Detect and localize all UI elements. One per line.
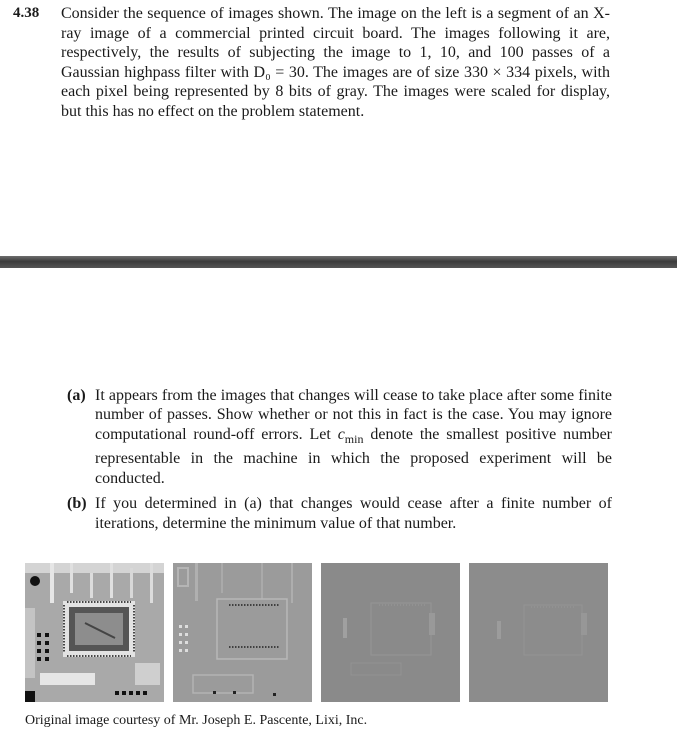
part-b-text: If you determined in (a) that changes would cease after a finite number of iterations, determine the minimum value of that number. (95, 495, 612, 532)
part-a-text-after: denote the smallest positive number representable in the machine in which the proposed experiment will be conducted. (95, 425, 613, 487)
problem-number: 4.38 (13, 5, 40, 21)
filtered-100-passes-image (469, 563, 608, 702)
figure-image-sequence (25, 563, 608, 702)
problem-statement: Consider the sequence of images shown. The image on the left is a segment of an X-ray image of a commercial printed circuit board. The images following it are, respectively, the results of subjecting the image to 1, 10, and 100 passes of a Gaussian highpass filter with D₀ = 30. The images are of size 330 × 334 pixels, with each pixel being represented by 8 bits of gray. The images were scaled for display, but this has no effect on the problem statement. (61, 5, 610, 120)
part-b (67, 494, 612, 533)
problem-parts (67, 386, 612, 533)
part-b-label: (b) (67, 495, 87, 513)
part-a (67, 386, 612, 488)
part-a-label: (a) (67, 387, 86, 404)
filtered-1-pass-image (173, 563, 312, 702)
part-a-text-before: It appears from the images that changes will cease to take place after some finite number of passes. Show whether or not this in fact is the case. You may ignore computational round-off errors. Let (95, 387, 612, 443)
page-divider (0, 256, 677, 268)
part-a-text (95, 386, 612, 488)
xray-original-image (25, 563, 164, 702)
filtered-10-passes-image (321, 563, 460, 702)
c-min-symbol: $c_{min}$ (337, 425, 364, 446)
figure-caption: Original image courtesy of Mr. Joseph E. Pascente, Lixi, Inc. (25, 713, 368, 728)
